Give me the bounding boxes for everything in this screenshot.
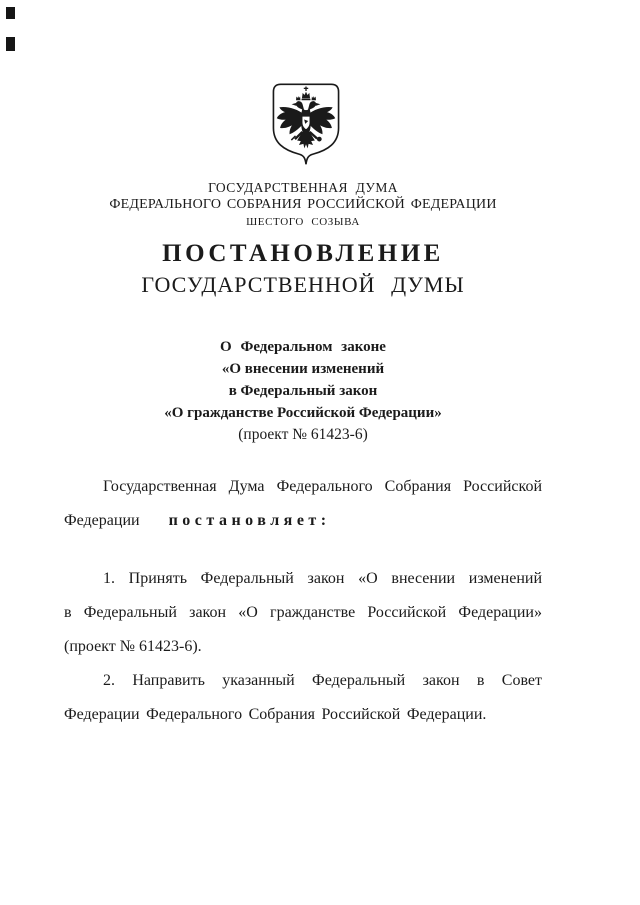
body-line: (проект № 61423-6). [64, 638, 202, 655]
title-line: «О гражданстве Российской Федерации» [164, 405, 442, 421]
document-content [64, 82, 542, 732]
state-emblem-double-headed-eagle-icon [269, 82, 343, 171]
preamble-resolves-word: постановляет: [168, 512, 331, 529]
body-line [64, 504, 542, 538]
org-name-line2: ФЕДЕРАЛЬНОГО СОБРАНИЯ РОССИЙСКОЙ ФЕДЕРАЦИИ [109, 197, 497, 212]
document-body [64, 470, 542, 732]
document-title [64, 336, 542, 446]
body-line: Государственная Дума Федерального Собрания Российской [103, 478, 542, 495]
title-line: в Федеральный закон [228, 383, 378, 399]
title-project-number: (проект № 61423-6) [238, 426, 368, 443]
document-issuer-heading: ГОСУДАРСТВЕННОЙ ДУМЫ [141, 272, 465, 297]
body-line: в Федеральный закон «О гражданстве Российской Федерации» [64, 604, 542, 621]
preamble-subject: Федерации [64, 512, 140, 529]
document-type-heading: ПОСТАНОВЛЕНИЕ [162, 240, 444, 267]
paragraph-item-2 [64, 664, 542, 732]
title-line: О Федеральном законе [220, 339, 386, 355]
title-line: «О внесении изменений [221, 361, 385, 377]
body-line: 2. Направить указанный Федеральный закон в Совет [103, 672, 542, 689]
paragraph-preamble [64, 470, 542, 538]
body-line: Федерации Федерального Собрания Российской Федерации. [64, 706, 487, 723]
paragraph-item-1 [64, 562, 542, 664]
body-line: 1. Принять Федеральный закон «О внесении изменений [103, 570, 542, 587]
convocation-line: ШЕСТОГО СОЗЫВА [246, 216, 360, 228]
scan-artifact-mark [6, 37, 15, 51]
scan-artifact-mark [6, 7, 15, 19]
org-name-line1: ГОСУДАРСТВЕННАЯ ДУМА [208, 180, 398, 195]
